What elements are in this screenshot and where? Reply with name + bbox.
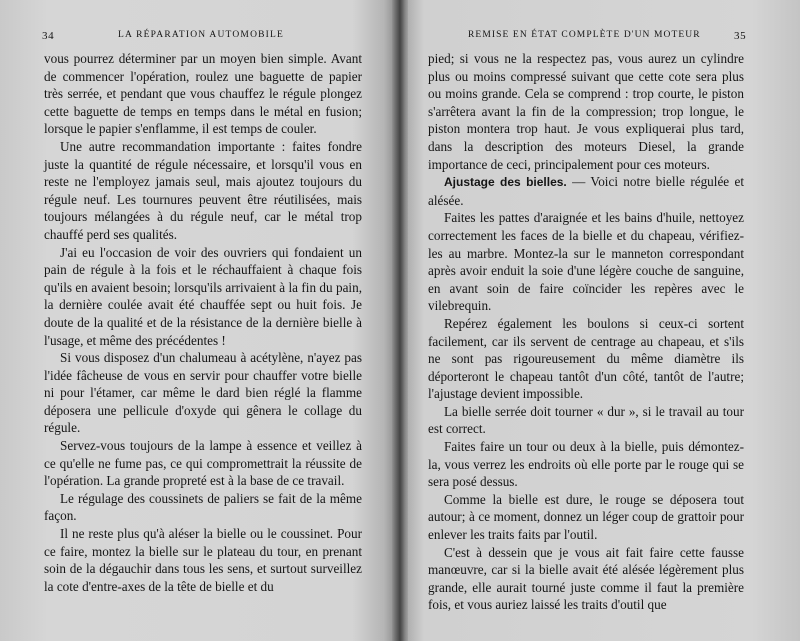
running-head: LA RÉPARATION AUTOMOBILE: [118, 30, 285, 40]
paragraph-text: — Voici notre bielle régulée et alésée.: [428, 174, 744, 208]
paragraph: Faites les pattes d'araignée et les bains d'huile, nettoyez correctement les faces de la bielle et du chapeau, vérifiez-les au marbre. Montez-la sur le manneton correspondant après avoir enduit la soie d'une légère couche de sanguine, en avant soin de faire coïncider les repères avec le vilebrequin.: [428, 210, 744, 314]
paragraph: pied; si vous ne la respectez pas, vous aurez un cylindre plus ou moins compressé suivant que cette cote sera plus ou moins grande. Cela se comprend : trop courte, le piston s'arrêtera avant la fin de la compression; trop longue, le piston montera trop haut. Je vous expliquerai plus tard, dans la description des moteurs Diesel, la grande importance de ceci, principalement pour ces moteurs.: [428, 51, 744, 172]
paragraph: vous pourrez déterminer par un moyen bien simple. Avant de commencer l'opération, roulez une baguette de papier très serrée, et pendant que vous chauffez le régule plongez cette baguette de temps en temps dans le métal en fusion; lorsque le papier s'enflamme, il est temps de couler.: [44, 51, 362, 137]
paragraph: Faites faire un tour ou deux à la bielle, puis démontez-la, vous verrez les endroits où elle porte par le rouge qui se sera posé dessus.: [428, 439, 744, 490]
paragraph: Une autre recommandation importante : faites fondre juste la quantité de régule nécessaire, et lorsqu'il vous en reste ne l'employez jamais seul, mais ajoutez toujours du régule neuf. Les tournures peuvent être réutilisées, mais toujours mélangées à du régule neuf, car le métal trop chauffé perd ses qualités.: [44, 138, 362, 242]
paragraph: [428, 173, 744, 209]
section-heading: Ajustage des bielles.: [444, 175, 567, 190]
paragraph: Comme la bielle est dure, le rouge se déposera tout autour; à ce moment, donnez un léger coup de grattoir pour enlever les traits faits par l'outil.: [428, 491, 744, 543]
paragraph: C'est à dessein que je vous ait fait faire cette fausse manœuvre, car si la bielle avait été alésée légèrement plus grande, elle aurait tourné juste comme il faut la première fois, et vous auriez laissé les traits d'outil que: [428, 544, 744, 613]
body-text: [44, 50, 362, 595]
body-text: [428, 50, 744, 614]
paragraph: Servez-vous toujours de la lampe à essence et veillez à ce qu'elle ne fume pas, ce qui compromettrait la réussite de l'opération. La grande propreté est à la base de ce travail.: [44, 438, 362, 489]
paragraph: Le régulage des coussinets de paliers se fait de la même façon.: [44, 490, 362, 524]
running-head: REMISE EN ÉTAT COMPLÈTE D'UN MOTEUR: [468, 30, 701, 40]
paragraph: La bielle serrée doit tourner « dur », si le travail au tour est correct.: [428, 403, 744, 437]
paragraph: Si vous disposez d'un chalumeau à acétylène, n'ayez pas l'idée fâcheuse de vous en servir pour chauffer votre bielle ni pour l'étamer, car même le dard bien réglé la flamme déposera une pellicule d'oxyde qui gênera le collage du régule.: [44, 350, 362, 436]
left-page: [0, 0, 396, 641]
paragraph: Il ne reste plus qu'à aléser la bielle ou le coussinet. Pour ce faire, montez la bielle sur le plateau du tour, en prenant soin de la dégauchir dans tous les sens, et surtout surveillez la cote d'entre-axes de la tête de bielle et du: [44, 526, 362, 594]
paragraph: J'ai eu l'occasion de voir des ouvriers qui fondaient un pain de régule à la fois et le réchauffaient à chaque fois qu'ils en avaient besoin; lorsqu'ils arrivaient à la fin du pain, la dernière coulée avait été chauffée sept ou huit fois. Je doute de la qualité et de la résistance de la dernière bielle à l'usage, et même des précédentes !: [44, 244, 362, 348]
paragraph: Repérez également les boulons si ceux-ci sortent facilement, car ils servent de centrage au chapeau, et s'ils ne sont pas rigoureusement du même diamètre ils déporteront le chapeau tantôt d'un côté, tantôt de l'autre; l'ajustage devient impossible.: [428, 315, 744, 402]
right-page: [404, 0, 800, 641]
page-number: 35: [734, 30, 747, 42]
page-number: 34: [42, 30, 55, 42]
